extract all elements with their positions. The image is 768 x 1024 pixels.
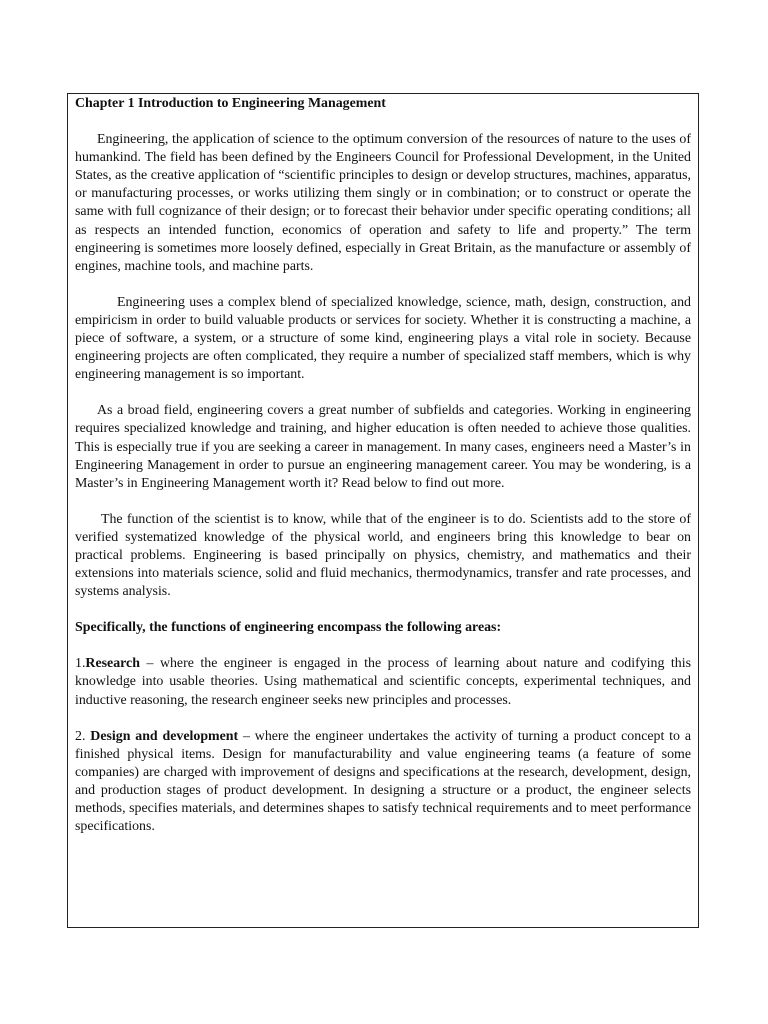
item-text: – where the engineer undertakes the activity of turning a product concept to a finished physical items. Design for manufacturability and value engineering teams (a feature of some companies) are charged with improvement of designs and specifications at the research, development, design, and production stages of product development. In designing a structure or a product, the engineer selects methods, specifies materials, and determines shapes to satisfy technical requirements and to meet performance specifications. xyxy=(75,728,692,835)
item-number: 1. xyxy=(75,656,86,672)
paragraph-scientist-engineer: The function of the scientist is to know, while that of the engineer is to do. Scientists add to the store of verified systematized knowledge of the physical world, and engineers bring this knowledge to bear on practical problems. Engineering is based principally on physics, chemistry, and mathematics and their extensions into materials science, solid and fluid mechanics, thermodynamics, transfer and rate processes, and systems analysis. xyxy=(75,511,691,600)
chapter-title: Chapter 1 Introduction to Engineering Management xyxy=(75,96,386,111)
item-text: – where the engineer is engaged in the process of learning about nature and codifying this knowledge into usable theories. Using mathematical and scientific concepts, experimental techniques, and inductive reasoning, the research engineer seeks new principles and processes. xyxy=(75,656,691,708)
functions-heading: Specifically, the functions of engineering encompass the following areas: xyxy=(75,620,502,636)
item-number: 2. xyxy=(75,728,91,744)
paragraph-broad-field: As a broad field, engineering covers a great number of subfields and categories. Working in engineering requires specialized knowledge and training, and higher education is often needed to achieve those qualities. This is especially true if you are seeking a career in management. In many cases, engineers need a Master’s in Engineering Management in order to pursue an engineering management career. You may be wondering, is a Master’s in Engineering Management worth it? Read below to find out more. xyxy=(75,403,691,491)
paragraph-engineering-definition: Engineering, the application of science to the optimum conversion of the resources of nature to the uses of humankind. The field has been defined by the Engineers Council for Professional Development, in the United States, as the creative application of “scientific principles to design or develop structures, machines, apparatus, or manufacturing processes, or works utilizing them singly or in combination; or to construct or operate the same with full cognizance of their design; or to forecast their behavior under specific operating conditions; all as respects an intended function, economics of operation and safety to life and property.” The term engineering is sometimes more loosely defined, especially in Great Britain, as the manufacture or assembly of engines, machine tools, and machine parts. xyxy=(75,132,691,274)
item-term: Design and development xyxy=(90,728,239,744)
document-frame xyxy=(67,93,699,928)
item-term: Research xyxy=(85,656,140,672)
list-item-design-development xyxy=(75,728,691,837)
list-item-research xyxy=(75,655,691,709)
paragraph-engineering-blend: Engineering uses a complex blend of specialized knowledge, science, math, design, construction, and empiricism in order to build valuable products or services for society. Whether it is constructing a machine, a piece of software, a system, or a structure of some kind, engineering plays a vital role in society. Because engineering projects are often complicated, they require a number of specialized staff members, which is why engineering management is so important. xyxy=(75,294,691,383)
